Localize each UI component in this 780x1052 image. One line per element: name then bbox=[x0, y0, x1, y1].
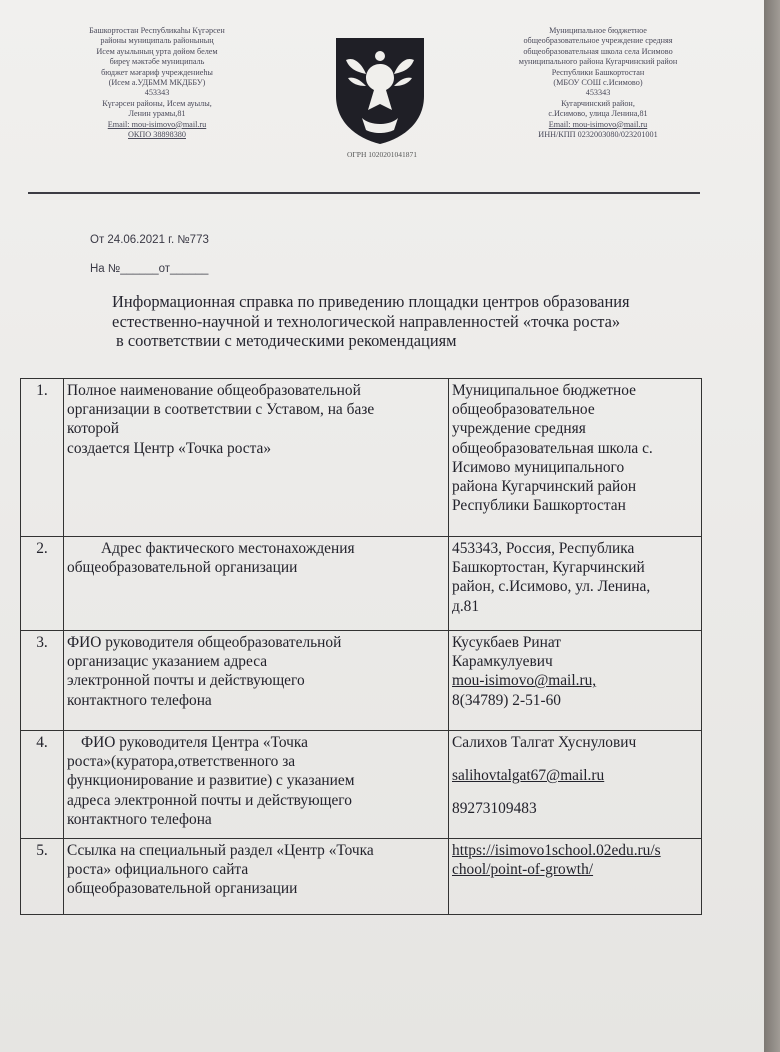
row-value: 453343, Россия, Республика Башкортостан, Кугарчинский район, с.Исимово, ул. Ленина, д.81 bbox=[449, 537, 702, 631]
header-left-line: районы муниципаль районының bbox=[100, 36, 214, 46]
title-line: естественно-научной и технологической направленностей «точка роста» bbox=[112, 311, 621, 331]
emblem-icon bbox=[332, 34, 428, 146]
header-left-line: Күгәрсен районы, Исем ауылы, bbox=[102, 98, 212, 108]
info-table bbox=[20, 378, 702, 915]
curator-email-link[interactable]: salihovtalgat67@mail.ru bbox=[452, 767, 605, 785]
reply-reference: На №______от______ bbox=[90, 263, 209, 275]
row-label: Ссылка на специальный раздел «Центр «Точка роста» официального сайта общеобразовательной организации bbox=[64, 839, 449, 915]
table-row bbox=[21, 537, 702, 631]
header-right-line: муниципального района Кугарчинский район bbox=[518, 57, 678, 67]
header-left-line: 453343 bbox=[144, 88, 170, 98]
header-left-line: бюджет мәғариф учреждениеһы bbox=[101, 67, 213, 77]
row-value: Муниципальное бюджетное общеобразовательное учреждение средняя общеобразовательная школа с. Исимово муниципального района Кугарчинский район Республики Башкортостан bbox=[449, 379, 702, 537]
document-number: От 24.06.2021 г. №773 bbox=[90, 234, 209, 246]
background-surface bbox=[764, 0, 780, 1052]
row-number: 1. bbox=[21, 379, 64, 537]
director-email-link[interactable]: mou-isimovo@mail.ru, bbox=[452, 672, 597, 690]
header-left-line: биреү мәктәбе муниципаль bbox=[109, 57, 205, 67]
row-value: Салихов Талгат Хуснулович salihovtalgat67@mail.ru 89273109483 bbox=[449, 731, 702, 839]
document-title bbox=[112, 292, 712, 351]
site-link-continued[interactable]: chool/point-of-growth/ bbox=[452, 861, 594, 879]
header-left-okpo: ОКПО 38898380 bbox=[128, 130, 186, 140]
table-row bbox=[21, 379, 702, 537]
header-right-email: Email: mou-isimovo@mail.ru bbox=[548, 119, 648, 129]
header-left-line: Ленин урамы,81 bbox=[128, 109, 186, 119]
table-row bbox=[21, 839, 702, 915]
table-row bbox=[21, 631, 702, 731]
header-right-line: общеобразовательное учреждение средняя bbox=[523, 36, 673, 46]
header-right-block bbox=[478, 26, 718, 140]
header-right-line: Кугарчинский район, bbox=[561, 98, 635, 108]
title-line: Информационная справка по приведению площадки центров образования bbox=[112, 292, 630, 311]
row-label: ФИО руководителя общеобразовательной организацис указанием адреса электронной почты и действующего контактного телефона bbox=[64, 631, 449, 731]
header-right-line: Республики Башкортостан bbox=[551, 67, 645, 77]
row-label: Полное наименование общеобразовательной организации в соответствии с Уставом, на базе которой создается Центр «Точка роста» bbox=[64, 379, 449, 537]
row-number: 2. bbox=[21, 537, 64, 631]
title-line: в соответствии с методическими рекомендациям bbox=[116, 331, 457, 350]
header-right-inn: ИНН/КПП 0232003080/023201001 bbox=[538, 130, 658, 140]
site-link[interactable]: https://isimovo1school.02edu.ru/s bbox=[452, 842, 661, 859]
header-right-line: (МБОУ СОШ с.Исимово) bbox=[553, 78, 643, 88]
header-right-line: с.Исимово, улица Ленина,81 bbox=[548, 109, 648, 119]
row-number: 3. bbox=[21, 631, 64, 731]
header-left-line: Исем ауылының урта дөйөм белем bbox=[96, 46, 218, 56]
header-right-line: Муниципальное бюджетное bbox=[549, 26, 647, 35]
header-left-line: Башкортостан Республикаһы Күгәрсен bbox=[89, 26, 225, 35]
row-label: ФИО руководителя Центра «Точка роста»(куратора,ответственного за функционирование и развитие) с указанием адреса электронной почты и действующего контактного телефона bbox=[64, 731, 449, 839]
row-value: Кусукбаев Ринат Карамкулуевич mou-isimovo@mail.ru, 8(34789) 2-51-60 bbox=[449, 631, 702, 731]
header-left-email: Email: mou-isimovo@mail.ru bbox=[107, 119, 207, 129]
row-number: 5. bbox=[21, 839, 64, 915]
row-label: Адрес фактического местонахождения общеобразовательной организации bbox=[64, 537, 449, 631]
row-value bbox=[449, 839, 702, 915]
row-number: 4. bbox=[21, 731, 64, 839]
header-right-line: 453343 bbox=[585, 88, 611, 98]
header-right-line: общеобразовательная школа села Исимово bbox=[523, 46, 673, 56]
table-row bbox=[21, 731, 702, 839]
header-left-line: (Исем а.УДБММ МКДББУ) bbox=[108, 78, 206, 88]
ogrn-label: ОГРН 1020201041871 bbox=[347, 150, 417, 159]
header-divider bbox=[28, 192, 700, 194]
header-left-block bbox=[52, 26, 262, 140]
